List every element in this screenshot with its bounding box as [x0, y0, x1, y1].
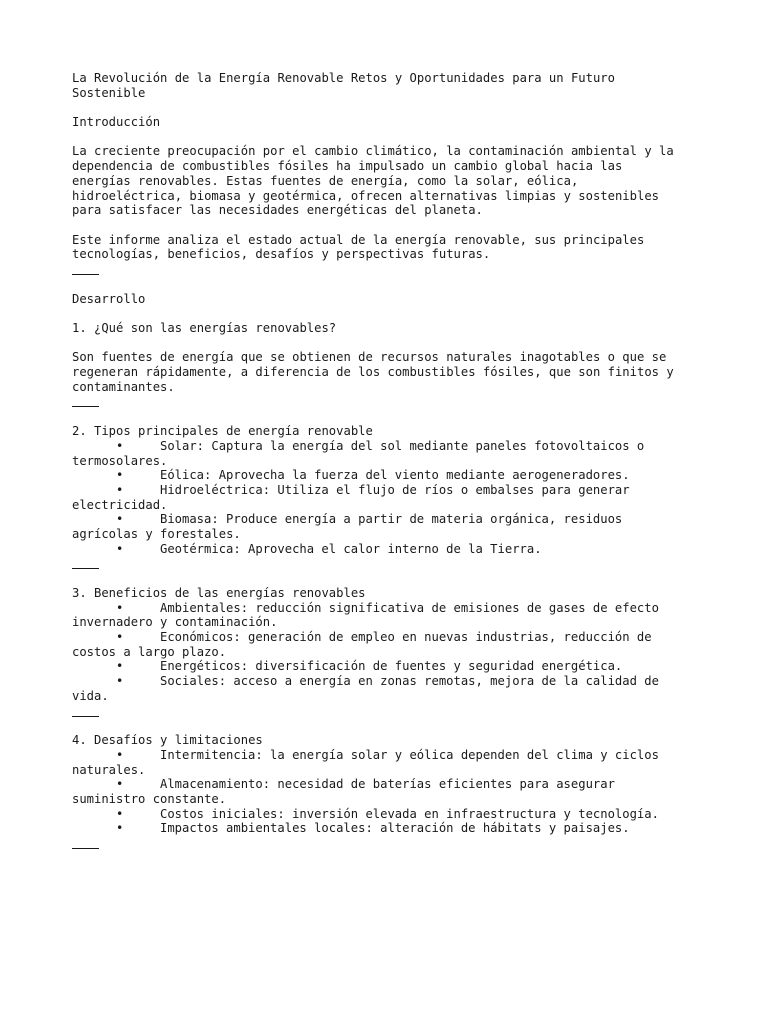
text-line: energías renovables. Estas fuentes de energía, como la solar, eólica,	[72, 173, 579, 188]
list-item-continuation: electricidad.	[72, 497, 168, 512]
list-item-text: Solar: Captura la energía del sol mediante paneles fotovoltaicos o	[160, 438, 645, 453]
subsection-heading: 4. Desafíos y limitaciones	[72, 733, 263, 748]
list-item	[72, 777, 702, 792]
list-item-text: Hidroeléctrica: Utiliza el flujo de ríos o embalses para generar	[160, 482, 630, 497]
document-title	[72, 71, 702, 100]
bullet-icon: •	[116, 512, 124, 527]
development-heading	[72, 292, 702, 307]
list-item-text: Biomasa: Produce energía a partir de materia orgánica, residuos	[160, 512, 623, 527]
section-heading: Introducción	[72, 115, 161, 130]
section-divider	[72, 406, 99, 407]
bullet-icon: •	[116, 806, 124, 821]
list-item	[72, 659, 702, 674]
bullet-icon: •	[116, 747, 124, 762]
list-item-continuation: suministro constante.	[72, 791, 227, 806]
section-divider	[72, 274, 99, 275]
bullet-icon: •	[116, 600, 124, 615]
intro-paragraph-1	[72, 144, 702, 217]
list-item-text: Energéticos: diversificación de fuentes y seguridad energética.	[160, 659, 623, 674]
subsection-heading: 1. ¿Qué son las energías renovables?	[72, 321, 337, 335]
list-item-text: Intermitencia: la energía solar y eólica dependen del clima y ciclos	[160, 747, 659, 762]
list-item	[72, 630, 702, 645]
list-item-text: Impactos ambientales locales: alteración de hábitats y paisajes.	[160, 821, 630, 836]
list-item	[72, 674, 702, 689]
s3-section	[72, 586, 702, 704]
list-item	[72, 807, 702, 822]
subsection-heading: 3. Beneficios de las energías renovables	[72, 586, 366, 600]
intro-paragraph-2	[72, 233, 702, 262]
text-line: hidroeléctrica, biomasa y geotérmica, ofrecen alternativas limpias y sostenibles	[72, 188, 659, 203]
section-divider	[72, 716, 99, 717]
list-item-text: Almacenamiento: necesidad de baterías eficientes para asegurar	[160, 777, 615, 792]
list-item-continuation: vida.	[72, 688, 109, 703]
list-item	[72, 821, 702, 836]
bullet-icon: •	[116, 468, 124, 483]
list-item	[72, 512, 702, 527]
s4-section	[72, 733, 702, 836]
list-item	[72, 483, 702, 498]
title-line: Sostenible	[72, 85, 146, 100]
list-item-text: Geotérmica: Aprovecha el calor interno de la Tierra.	[160, 541, 542, 556]
text-line: Son fuentes de energía que se obtienen de recursos naturales inagotables o que se	[72, 350, 667, 365]
bullet-icon: •	[116, 659, 124, 674]
list-item-continuation: naturales.	[72, 762, 146, 777]
bullet-icon: •	[116, 438, 124, 453]
bullet-icon: •	[116, 777, 124, 792]
list-item	[72, 748, 702, 763]
list-item	[72, 601, 702, 616]
bullet-icon: •	[116, 821, 124, 836]
list-item-text: Económicos: generación de empleo en nuevas industrias, reducción de	[160, 630, 652, 645]
list-item-continuation: costos a largo plazo.	[72, 644, 227, 659]
list-item-text: Costos iniciales: inversión elevada en infraestructura y tecnología.	[160, 806, 659, 821]
list-item	[72, 439, 702, 454]
list-item-continuation: termosolares.	[72, 453, 168, 468]
list-item-continuation: invernadero y contaminación.	[72, 615, 278, 630]
title-line: La Revolución de la Energía Renovable Retos y Oportunidades para un Futuro	[72, 71, 615, 85]
document-page	[72, 71, 702, 866]
text-line: tecnologías, beneficios, desafíos y perspectivas futuras.	[72, 247, 491, 262]
bullet-icon: •	[116, 541, 124, 556]
s1-paragraph	[72, 350, 702, 394]
intro-heading	[72, 115, 702, 130]
text-line: contaminantes.	[72, 379, 175, 394]
bullet-icon: •	[116, 482, 124, 497]
subsection-heading: 2. Tipos principales de energía renovable	[72, 424, 373, 439]
text-line: Este informe analiza el estado actual de la energía renovable, sus principales	[72, 232, 645, 247]
bullet-icon: •	[116, 630, 124, 645]
list-item-continuation: agrícolas y forestales.	[72, 526, 241, 541]
section-divider	[72, 568, 99, 569]
section-heading: Desarrollo	[72, 291, 146, 306]
s1-heading	[72, 321, 702, 336]
list-item-text: Sociales: acceso a energía en zonas remotas, mejora de la calidad de	[160, 674, 659, 689]
list-item	[72, 542, 702, 557]
list-item	[72, 468, 702, 483]
text-line: para satisfacer las necesidades energéticas del planeta.	[72, 203, 483, 218]
text-line: La creciente preocupación por el cambio climático, la contaminación ambiental y la	[72, 144, 674, 159]
list-item-text: Ambientales: reducción significativa de emisiones de gases de efecto	[160, 600, 659, 615]
text-line: regeneran rápidamente, a diferencia de los combustibles fósiles, que son finitos y	[72, 365, 674, 380]
s2-section	[72, 424, 702, 556]
bullet-icon: •	[116, 674, 124, 689]
text-line: dependencia de combustibles fósiles ha impulsado un cambio global hacia las	[72, 159, 623, 174]
list-item-text: Eólica: Aprovecha la fuerza del viento mediante aerogeneradores.	[160, 468, 630, 483]
section-divider	[72, 848, 99, 849]
